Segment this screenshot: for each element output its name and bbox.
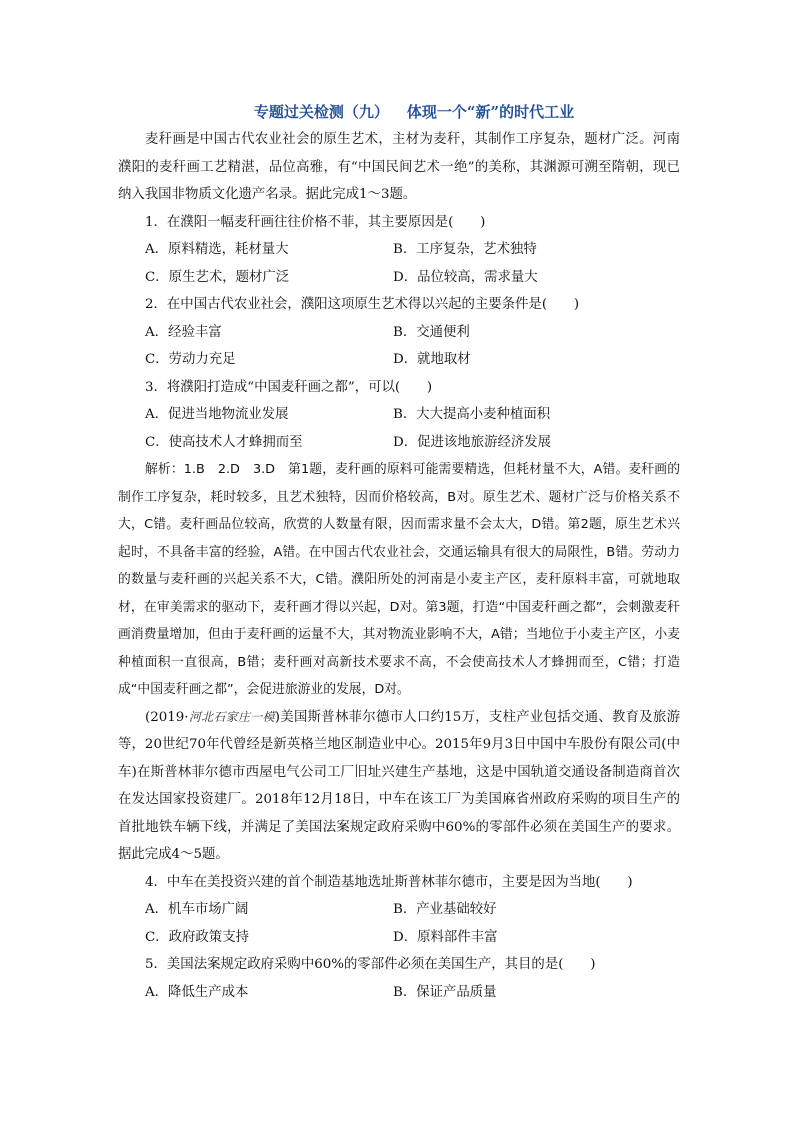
question-5: 5．美国法案规定政府采购中60%的零部件必须在美国生产，其目的是( ) — [145, 957, 596, 972]
question-5-options-row-1 — [118, 979, 680, 1007]
q5-option-a: A．降低生产成本 — [145, 984, 249, 1000]
answer-analysis: 解析：1.B 2.D 3.D 第1题，麦秆画的原料可能需要精选，但耗材量不大，A错。麦秆画的制作工序复杂，耗时较多，且艺术独特，因而价格较高，B对。原生艺术、题材广泛与价格关系不大，C错。麦秆画品位较高，欣赏的人数量有限，因而需求量不会太大，D错。第2题，原生艺术兴起时，不具备丰富的经验，A错。在中国古代农业社会，交通运输具有很大的局限性，B错。劳动力的数量与麦秆画的兴起关系不大，C错。濮阳所处的河南是小麦主产区，麦秆原料丰富，可就地取材，在审美需求的驱动下，麦秆画才得以兴起，D对。第3题，打造“中国麦秆画之都”，会刺激麦秆画消费量增加，但由于麦秆画的运量不大，其对物流业影响不大，A错；当地位于小麦主产区，小麦种植面积一直很高，B错；麦秆画对高新技术要求不高，不会使高技术人才蜂拥而至，C错；打造成“中国麦秆画之都”，会促进旅游业的发展，D对。 — [118, 462, 680, 697]
question-2-options-row-1 — [118, 319, 680, 347]
q4-option-b: B．产业基础较好 — [393, 902, 497, 917]
q4-option-a: A．机车市场广阔 — [145, 902, 249, 917]
title-part2: 体现一个“新”的时代工业 — [406, 103, 575, 121]
q2-option-b: B．交通便利 — [393, 324, 470, 340]
intro-passage-2 — [118, 704, 680, 869]
question-2: 2．在中国古代农业社会，濮阳这项原生艺术得以兴起的主要条件是( ) — [145, 297, 580, 312]
q1-option-b: B．工序复杂，艺术独特 — [393, 242, 537, 257]
q5-option-b: B．保证产品质量 — [393, 984, 497, 1000]
question-3: 3．将濮阳打造成“中国麦秆画之都”，可以( ) — [145, 379, 433, 395]
question-2-options-row-2 — [118, 346, 680, 374]
q3-option-a: A．促进当地物流业发展 — [145, 407, 289, 422]
q2-option-c: C．劳动力充足 — [145, 352, 236, 367]
q1-option-a: A．原料精选，耗材量大 — [145, 242, 289, 257]
q3-option-c: C．使高技术人才蜂拥而至 — [145, 434, 303, 450]
source-close: ) — [274, 709, 281, 725]
document-page — [118, 98, 680, 1006]
source-tag: 河北石家庄一模 — [188, 709, 275, 724]
source-year: (2019· — [145, 709, 189, 725]
q2-option-d: D．就地取材 — [393, 352, 471, 367]
question-3-options-row-2 — [118, 429, 680, 457]
intro-passage-2-text: 美国斯普林菲尔德市人口约15万，支柱产业包括交通、教育及旅游等，20世纪70年代曾经是新英格兰地区制造业中心。2015年9月3日中国中车股份有限公司(中车)在斯普林菲尔德市西屋电气公司工厂旧址兴建生产基地，这是中国轨道交通设备制造商首次在发达国家投资建厂。2018年12月18日，中车在该工厂为美国麻省州政府采购的项目生产的首批地铁车辆下线，并满足了美国法案规定政府采购中60%的零部件必须在美国生产的要求。据此完成4～5题。 — [118, 709, 680, 862]
q2-option-a: A．经验丰富 — [145, 324, 222, 340]
question-1-options-row-1 — [118, 236, 680, 264]
q3-option-d: D．促进该地旅游经济发展 — [393, 434, 552, 450]
q3-option-b: B．大大提高小麦种植面积 — [393, 407, 551, 422]
intro-passage-1: 麦秆画是中国古代农业社会的原生艺术，主材为麦秆，其制作工序复杂，题材广泛。河南濮阳的麦秆画工艺精湛，品位高雅，有“中国民间艺术一绝”的美称，其渊源可溯至隋朝，现已纳入我国非物质文化遗产名录。据此完成1～3题。 — [118, 132, 680, 202]
question-3-options-row-1 — [118, 401, 680, 429]
page-title — [148, 98, 680, 126]
title-part1: 专题过关检测（九） — [253, 103, 389, 121]
q1-option-d: D．品位较高，需求量大 — [393, 269, 538, 285]
question-4-options-row-1 — [118, 896, 680, 924]
q1-option-c: C．原生艺术，题材广泛 — [145, 269, 290, 285]
question-4-options-row-2 — [118, 924, 680, 952]
question-4: 4．中车在美投资兴建的首个制造基地选址斯普林菲尔德市，主要是因为当地( ) — [145, 874, 633, 890]
q4-option-d: D．原料部件丰富 — [393, 929, 498, 945]
question-1: 1．在濮阳一幅麦秆画往往价格不菲，其主要原因是( ) — [145, 214, 486, 230]
question-1-options-row-2 — [118, 264, 680, 292]
q4-option-c: C．政府政策支持 — [145, 929, 249, 945]
